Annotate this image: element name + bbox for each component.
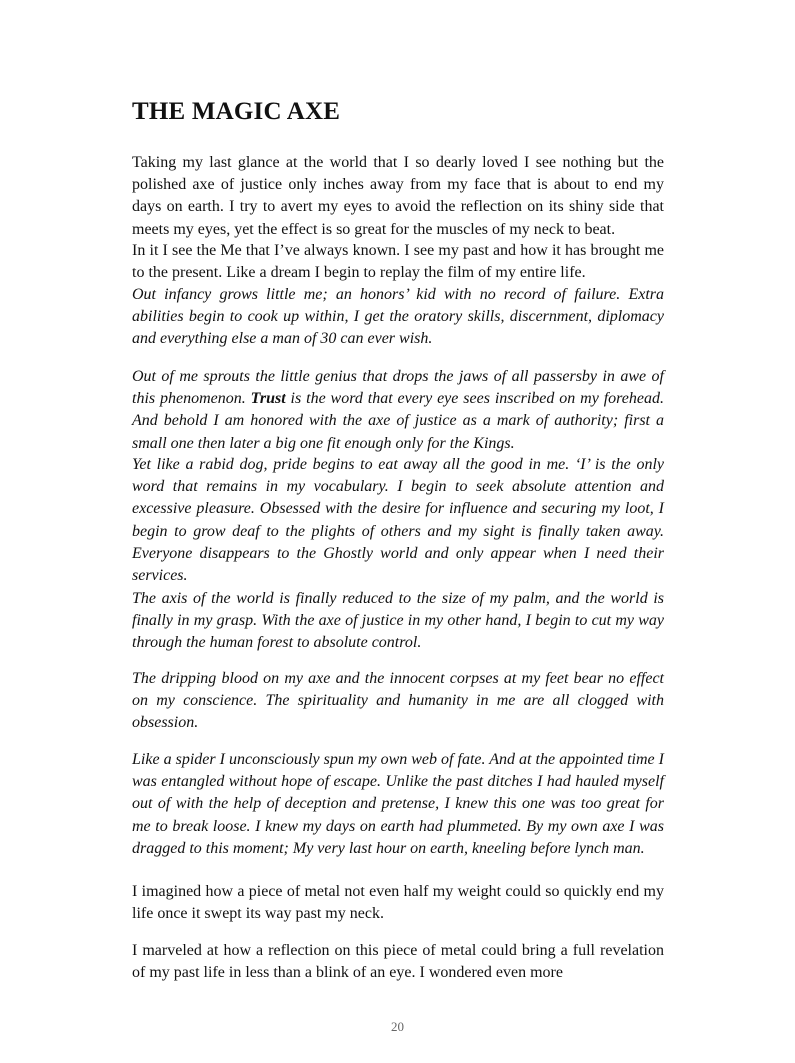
paragraph-1: Taking my last glance at the world that I so dearly loved I see nothing but the polished axe of justice only inches away from my face that is about to end my days on earth. I try to avert my eyes to avoid the reflection on its shiny side that meets my eyes, yet the effect is so great for the muscles of my neck to beat. (132, 154, 664, 238)
trust-word: Trust (250, 390, 286, 408)
paragraph-7: The dripping blood on my axe and the innocent corpses at my feet bear no effect on my conscience. The spirituality and humanity in me are all clogged with obsession. (132, 670, 664, 732)
paragraph-6: The axis of the world is finally reduced to the size of my palm, and the world is finally in my grasp. With the axe of justice in my other hand, I begin to cut my way through the human forest to absolute control. (132, 590, 664, 652)
paragraph-5: Yet like a rabid dog, pride begins to eat away all the good in me. ‘I’ is the only word that remains in my vocabulary. I begin to seek absolute attention and excessive pleasure. Obsessed with the desire for influence and securing my loot, I begin to grow deaf to the plights of others and my sight is finally taken away. Everyone disappears to the Ghostly world and only appear when I need their services. (132, 456, 664, 585)
paragraph-2: In it I see the Me that I’ve always known. I see my past and how it has brought me to the present. Like a dream I begin to replay the film of my entire life. (132, 242, 664, 282)
paragraph-9: I imagined how a piece of metal not even half my weight could so quickly end my life once it swept its way past my neck. (132, 883, 664, 923)
page-number: 20 (391, 1019, 404, 1034)
paragraph-4 (132, 366, 664, 455)
chapter-title: THE MAGIC AXE (132, 98, 341, 125)
paragraph-4-start: Out of me sprouts the little genius that drops the jaws of all passersby in awe of this phenomenon. (132, 368, 664, 408)
paragraph-8: Like a spider I unconsciously spun my own web of fate. And at the appointed time I was entangled without hope of escape. Unlike the past ditches I had hauled myself out of with the help of deception and pretense, I knew this one was too great for me to break loose. I knew my days on earth had plummeted. By my own axe I was dragged to this moment; My very last hour on earth, kneeling before lynch man. (132, 751, 664, 857)
paragraph-10: I marveled at how a reflection on this piece of metal could bring a full revelation of my past life in less than a blink of an eye. I wondered even more (132, 942, 664, 982)
paragraph-3: Out infancy grows little me; an honors’ kid with no record of failure. Extra abilities begin to cook up within, I get the oratory skills, discernment, diplomacy and everything else a man of 30 can ever wish. (132, 286, 664, 348)
paragraph-4-end: is the word that every eye sees inscribed on my forehead. And behold I am honored with the axe of justice as a mark of authority; first a small one then later a big one fit enough only for the Kings. (132, 390, 664, 452)
